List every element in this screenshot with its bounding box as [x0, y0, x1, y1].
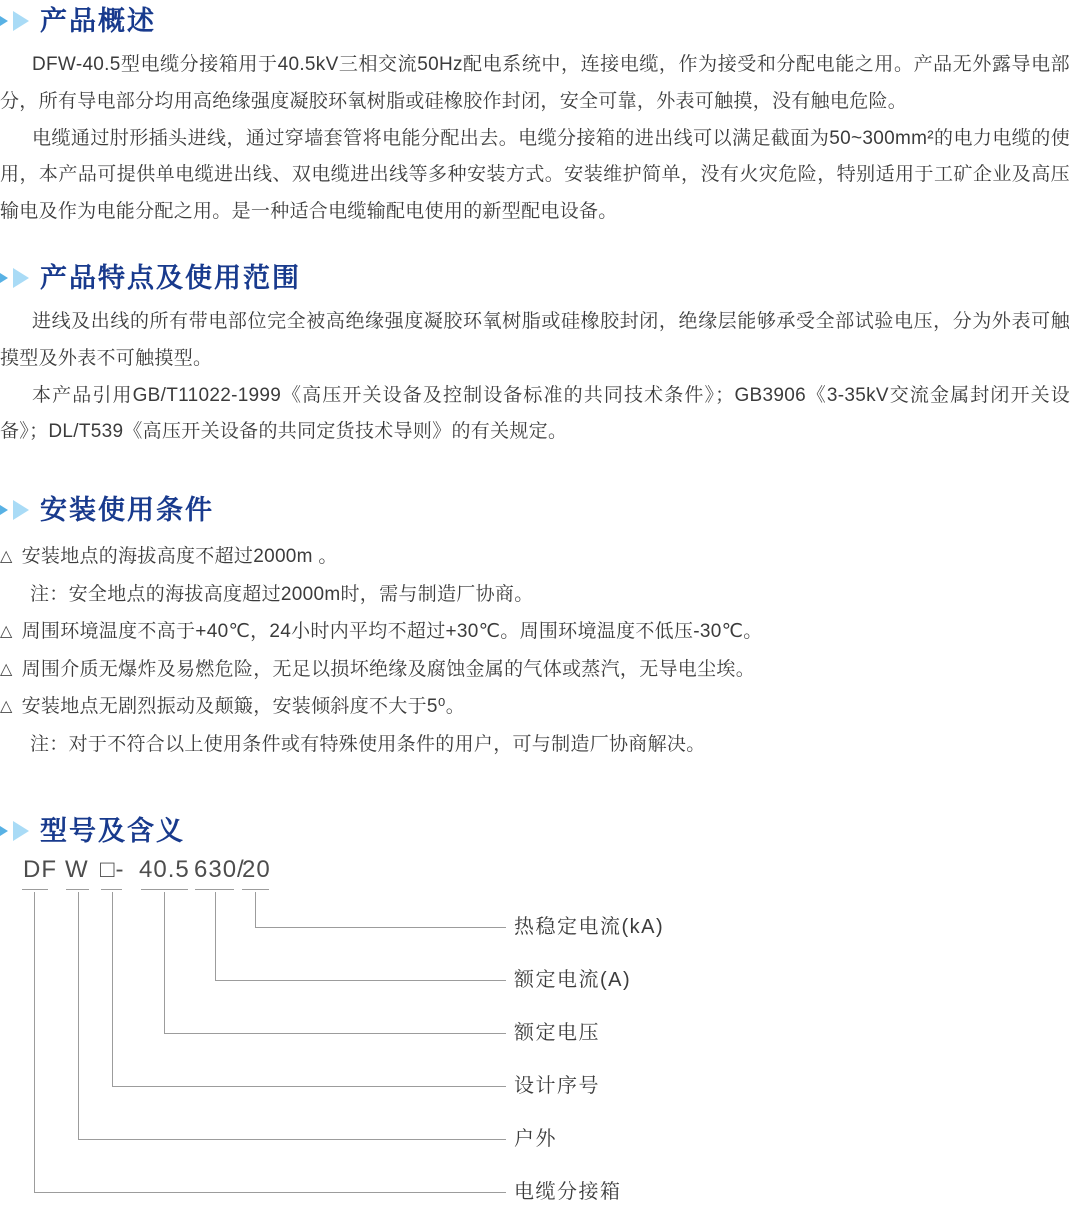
model-part-label: 额定电流(A) — [514, 968, 632, 991]
section-body — [0, 47, 1070, 231]
section-header — [0, 261, 1070, 295]
model-part-label: 户外 — [514, 1127, 557, 1150]
triangle-marker-icon: △ — [0, 660, 13, 678]
section-header — [0, 4, 1070, 38]
arrow-right-icon — [0, 268, 8, 288]
arrow-right-icon — [13, 821, 29, 841]
arrow-right-icon — [0, 11, 8, 31]
condition-text: 注：对于不符合以上使用条件或有特殊使用条件的用户，可与制造厂协商解决。 — [30, 734, 706, 756]
condition-item — [0, 652, 1070, 690]
condition-note — [0, 727, 1070, 764]
segment-underline — [22, 889, 48, 890]
condition-item — [0, 614, 1070, 652]
section-features-scope — [0, 261, 1070, 451]
arrow-right-icon — [13, 11, 29, 31]
connector-line — [255, 892, 256, 927]
arrow-icons — [0, 11, 29, 31]
section-title: 安装使用条件 — [40, 495, 214, 526]
condition-text: 安装地点的海拔高度不超过2000m 。 — [21, 546, 338, 568]
paragraph: DFW-40.5型电缆分接箱用于40.5kV三相交流50Hz配电系统中，连接电缆，作为接受和分配电能之用。产品无外露导电部分，所有导电部分均用高绝缘强度凝胶环氧树脂或硅橡胶作封闭，安全可靠，外表可触摸，没有触电危险。 — [0, 54, 1070, 112]
arrow-icons — [0, 821, 29, 841]
connector-line — [215, 980, 506, 981]
model-part-label: 热稳定电流(kA) — [514, 915, 665, 938]
arrow-right-icon — [13, 500, 29, 520]
model-segment: DF — [23, 855, 57, 883]
arrow-icons — [0, 500, 29, 520]
paragraph: 进线及出线的所有带电部位完全被高绝缘强度凝胶环氧树脂或硅橡胶封闭，绝缘层能够承受全部试验电压，分为外表可触摸型及外表不可触摸型。 — [0, 310, 1070, 369]
section-header — [0, 493, 1070, 527]
model-segment: 630/ — [194, 855, 245, 883]
paragraph: 电缆通过肘形插头进线，通过穿墙套管将电能分配出去。电缆分接箱的进出线可以满足截面为50~300mm²的电力电缆的使用，本产品可提供单电缆进出线、双电缆进出线等多种安装方式。安装维护简单，没有火灾危险，特别适用于工矿企业及高压输电及作为电能分配之用。是一种适合电缆输配电使用的新型配电设备。 — [0, 127, 1070, 223]
model-segment: 20 — [242, 855, 271, 883]
condition-text: 周围环境温度不高于+40℃，24小时内平均不超过+30℃。周围环境温度不低压-30℃。 — [21, 620, 763, 642]
connector-line — [34, 892, 35, 1192]
connector-line — [34, 1192, 506, 1193]
arrow-right-icon — [0, 500, 8, 520]
paragraph: 本产品引用GB/T11022-1999《高压开关设备及控制设备标准的共同技术条件》；GB3906《3-35kV交流金属封闭开关设备》；DL/T539《高压开关设备的共同定货技术导则》的有关规定。 — [0, 384, 1070, 443]
section-title: 产品特点及使用范围 — [40, 262, 301, 293]
triangle-marker-icon: △ — [0, 622, 13, 640]
conditions-list — [0, 539, 1070, 764]
arrow-right-icon — [0, 821, 8, 841]
model-part-label: 设计序号 — [514, 1074, 600, 1097]
model-segment: □- — [100, 855, 125, 883]
model-meaning-diagram — [0, 855, 1070, 1203]
segment-underline — [195, 889, 234, 890]
condition-item — [0, 539, 1070, 577]
connector-line — [78, 892, 79, 1139]
triangle-marker-icon: △ — [0, 698, 13, 716]
connector-line — [255, 927, 506, 928]
triangle-marker-icon: △ — [0, 548, 13, 566]
connector-line — [78, 1139, 506, 1140]
model-part-label: 额定电压 — [514, 1021, 600, 1044]
arrow-icons — [0, 268, 29, 288]
connector-line — [164, 1033, 506, 1034]
section-model-meaning — [0, 814, 1070, 1203]
segment-underline — [141, 889, 188, 890]
section-header — [0, 814, 1070, 848]
section-title: 产品概述 — [40, 6, 156, 36]
segment-underline — [66, 889, 89, 890]
connector-line — [112, 892, 113, 1086]
model-segment: 40.5 — [139, 855, 190, 883]
connector-line — [112, 1086, 506, 1087]
connector-line — [164, 892, 165, 1033]
section-title: 型号及含义 — [40, 815, 185, 846]
condition-text: 周围介质无爆炸及易燃危险，无足以损坏绝缘及腐蚀金属的气体或蒸汽，无导电尘埃。 — [21, 658, 756, 680]
arrow-right-icon — [13, 268, 29, 288]
segment-underline — [101, 889, 122, 890]
model-part-label: 电缆分接箱 — [514, 1180, 622, 1203]
model-segment: W — [65, 855, 89, 883]
condition-text: 注：安全地点的海拔高度超过2000m时，需与制造厂协商。 — [30, 583, 534, 605]
condition-note — [0, 577, 1070, 614]
section-product-overview — [0, 4, 1070, 231]
connector-line — [215, 892, 216, 980]
section-installation-conditions — [0, 493, 1070, 764]
segment-underline — [242, 889, 269, 890]
condition-item — [0, 689, 1070, 727]
condition-text: 安装地点无剧烈振动及颠簸，安装倾斜度不大于5⁰。 — [21, 696, 465, 718]
section-body — [0, 304, 1070, 451]
